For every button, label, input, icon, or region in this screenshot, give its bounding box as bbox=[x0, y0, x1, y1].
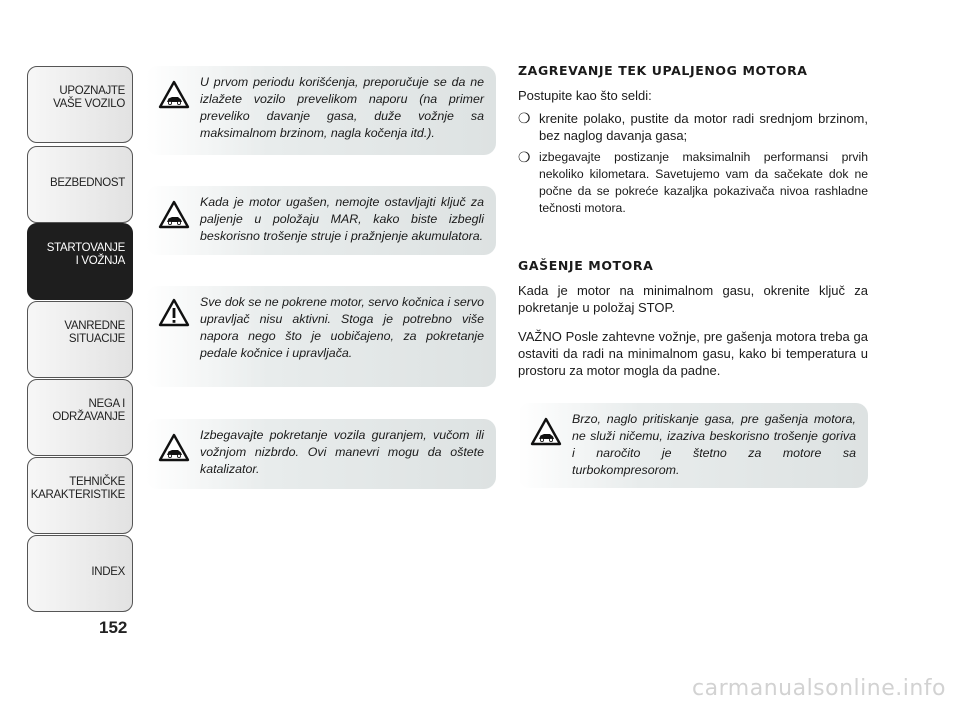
tab-label: TEHNIČKE bbox=[69, 476, 125, 488]
warning-text: Brzo, naglo pritiskanje gasa, pre gašenja motora, ne služi ničemu, izaziva beskorisno trošenje goriva i naročito je štetno za motore sa turbokompresorom. bbox=[572, 412, 856, 477]
tab-label: NEGA I bbox=[88, 398, 125, 410]
tab-label: INDEX bbox=[91, 566, 125, 578]
tab-label: VANREDNE bbox=[64, 320, 125, 332]
tab-label: SITUACIJE bbox=[68, 333, 125, 345]
section-title-shutdown: GAŠENJE MOTORA bbox=[518, 258, 654, 273]
car-warning-icon bbox=[158, 433, 190, 463]
tab-tehnicke-karakteristike[interactable] bbox=[27, 457, 133, 534]
tab-label: KARAKTERISTIKE bbox=[30, 489, 125, 501]
tab-label: ODRŽAVANJE bbox=[52, 411, 125, 423]
warning-text: U prvom periodu korišćenja, preporučuje se da ne izlažete vozilo prevelikom naporu (na primer preveliko davanje gasa, duže vožnje sa maksimalnom brzinom, nagla kočenja itd.). bbox=[200, 75, 484, 140]
list-item bbox=[518, 110, 868, 144]
main-content bbox=[518, 62, 868, 379]
warning-text: Kada je motor ugašen, nemojte ostavljajti ključ za paljenje u položaju MAR, kako biste izbegli beskorisno trošenje struje i pražnjenje akumulatora. bbox=[200, 195, 484, 243]
exclamation-warning-icon bbox=[158, 298, 190, 328]
car-warning-icon bbox=[530, 417, 562, 447]
warning-box bbox=[146, 66, 496, 155]
list-item-text: izbegavajte postizanje maksimalnih performansi prvih nekoliko kilometara. Savetujemo vam da sačekate dok ne počne da se pokreće kazaljka pokazivača nivoa rashladne tečnosti motora. bbox=[539, 150, 868, 215]
watermark: carmanualsonline.info bbox=[692, 676, 946, 701]
tab-bezbednost[interactable] bbox=[27, 146, 133, 223]
tab-label: STARTOVANJE bbox=[46, 242, 125, 254]
bullet-icon: ❍ bbox=[518, 149, 531, 165]
tab-label: I VOŽNJA bbox=[75, 255, 125, 267]
list-item-text: krenite polako, pustite da motor radi srednjom brzinom, bez naglog davanja gasa; bbox=[539, 111, 868, 143]
warmup-list bbox=[518, 110, 868, 217]
tab-label: BEZBEDNOST bbox=[50, 177, 125, 189]
car-warning-icon bbox=[158, 200, 190, 230]
tab-index[interactable] bbox=[27, 535, 133, 612]
warning-text: Izbegavajte pokretanje vozila guranjem, vučom ili vožnjom nizbrdo. Ovi manevri mogu da oštete katalizator. bbox=[200, 428, 484, 476]
tab-nega-i-odrzavanje[interactable] bbox=[27, 379, 133, 456]
warmup-intro: Postupite kao što seldi: bbox=[518, 88, 652, 103]
warning-box bbox=[146, 186, 496, 255]
warning-text: Sve dok se ne pokrene motor, servo kočnica i servo upravljač nisu aktivni. Stoga je potrebno više napora nego što je uobičajeno, za pokretanje pedale kočnice i upravljača. bbox=[200, 295, 484, 360]
shutdown-para-1: Kada je motor na minimalnom gasu, okrenite ključ za pokretanje u položaj STOP. bbox=[518, 283, 868, 315]
warning-box bbox=[146, 419, 496, 489]
warning-box bbox=[146, 286, 496, 387]
bullet-icon: ❍ bbox=[518, 110, 531, 126]
tab-vanredne-situacije[interactable] bbox=[27, 301, 133, 378]
tab-startovanje-i-voznja[interactable] bbox=[27, 223, 133, 300]
warning-box bbox=[518, 403, 868, 488]
tab-label: VAŠE VOZILO bbox=[53, 98, 125, 110]
shutdown-para-2: VAŽNO Posle zahtevne vožnje, pre gašenja motora treba ga ostaviti da radi na minimalnom gasu, kako bi temperatura u prostoru za motor mogla da padne. bbox=[518, 329, 868, 378]
list-item bbox=[518, 149, 868, 217]
page-number: 152 bbox=[99, 618, 128, 637]
tab-label: UPOZNAJTE bbox=[59, 85, 125, 97]
car-warning-icon bbox=[158, 80, 190, 110]
tab-upoznajte-vase-vozilo[interactable] bbox=[27, 66, 133, 143]
section-title-warmup: ZAGREVANJE TEK UPALJENOG MOTORA bbox=[518, 63, 808, 78]
